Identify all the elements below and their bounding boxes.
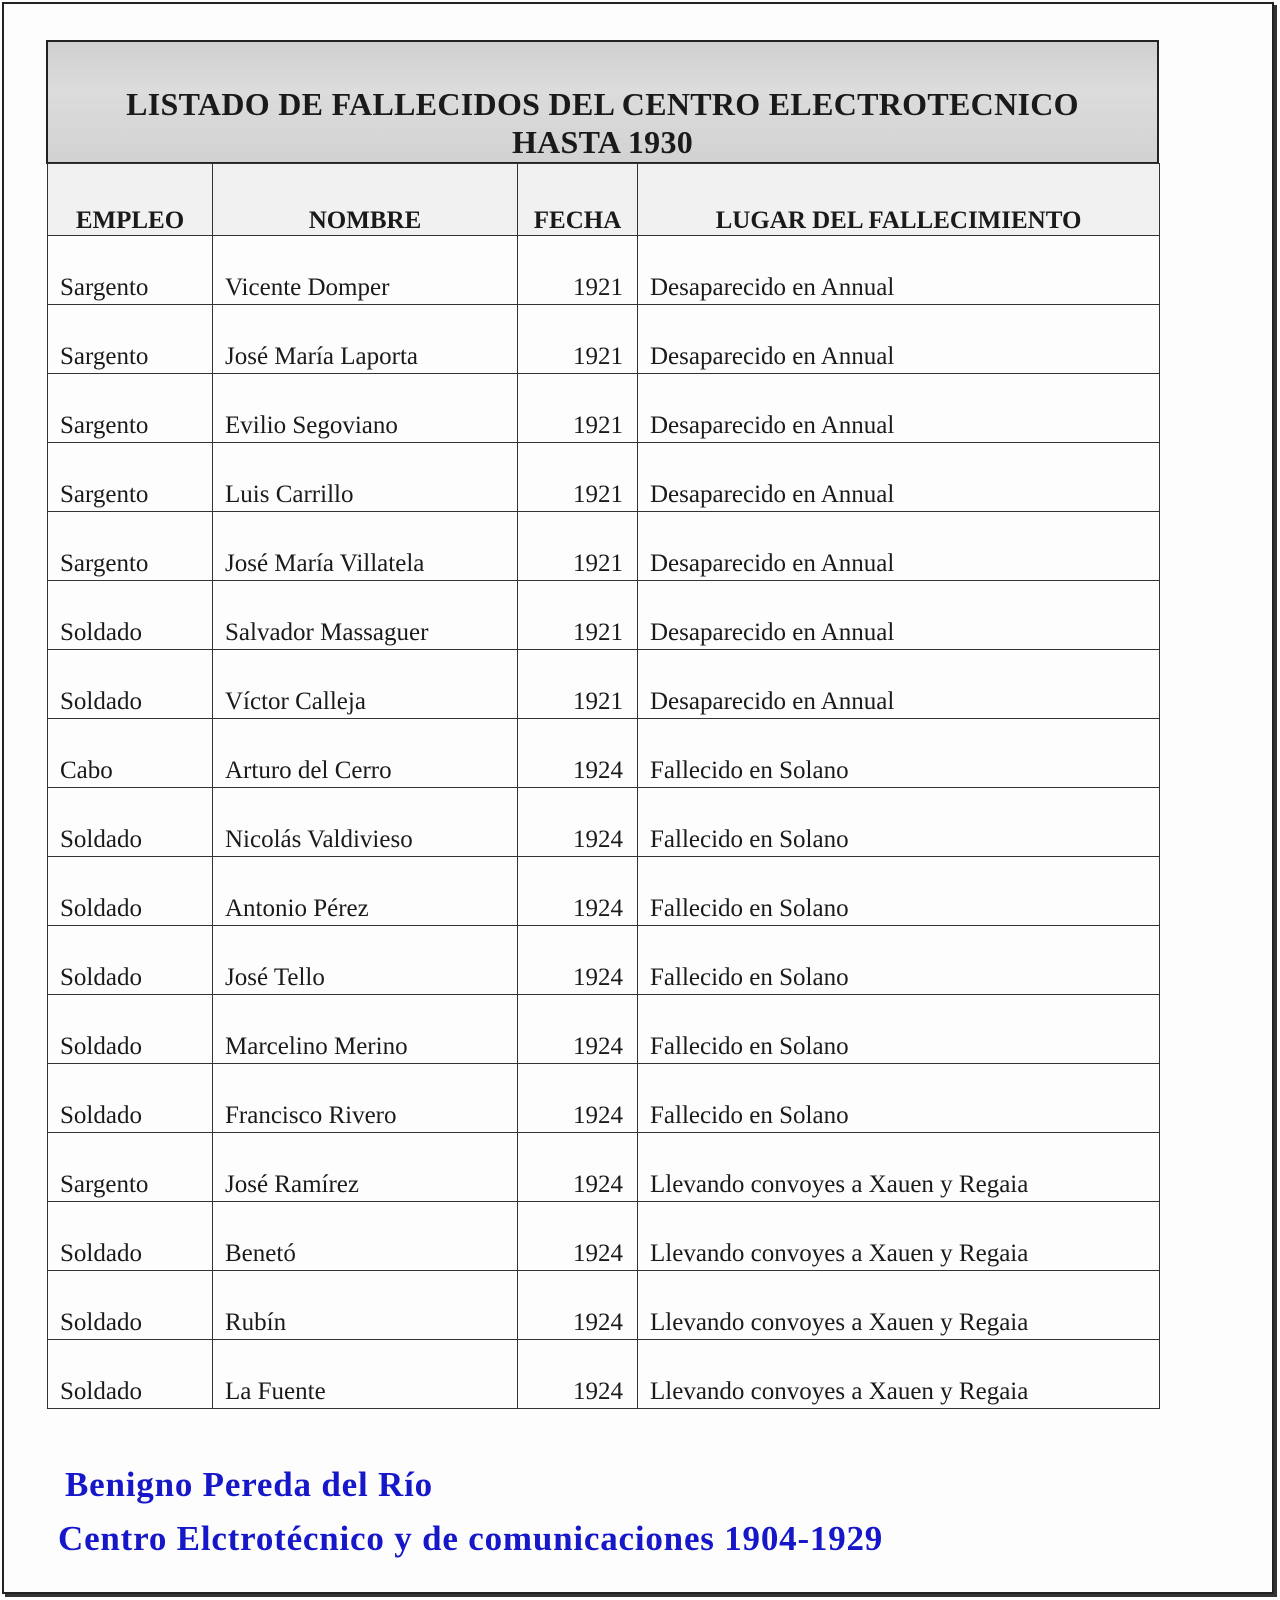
table-row: [48, 926, 1160, 995]
table-row: [48, 443, 1160, 512]
cell-nombre: José Tello: [213, 926, 518, 995]
table-row: [48, 788, 1160, 857]
cell-empleo: Soldado: [48, 650, 213, 719]
cell-nombre: La Fuente: [213, 1340, 518, 1409]
table-row: [48, 305, 1160, 374]
cell-lugar: Fallecido en Solano: [638, 719, 1160, 788]
cell-fecha: 1921: [518, 512, 638, 581]
cell-nombre: Víctor Calleja: [213, 650, 518, 719]
cell-empleo: Soldado: [48, 788, 213, 857]
cell-nombre: José María Laporta: [213, 305, 518, 374]
cell-lugar: Llevando convoyes a Xauen y Regaia: [638, 1133, 1160, 1202]
cell-fecha: 1924: [518, 1133, 638, 1202]
table-row: [48, 1202, 1160, 1271]
cell-fecha: 1924: [518, 1340, 638, 1409]
cell-nombre: Antonio Pérez: [213, 857, 518, 926]
cell-lugar: Llevando convoyes a Xauen y Regaia: [638, 1202, 1160, 1271]
cell-empleo: Sargento: [48, 443, 213, 512]
cell-empleo: Soldado: [48, 995, 213, 1064]
cell-lugar: Fallecido en Solano: [638, 995, 1160, 1064]
table-row: [48, 1340, 1160, 1409]
column-header-fecha: FECHA: [518, 164, 638, 236]
table-row: [48, 581, 1160, 650]
table-row: [48, 1133, 1160, 1202]
cell-lugar: Desaparecido en Annual: [638, 650, 1160, 719]
column-header-empleo: EMPLEO: [48, 164, 213, 236]
cell-empleo: Sargento: [48, 305, 213, 374]
cell-fecha: 1924: [518, 857, 638, 926]
table-row: [48, 512, 1160, 581]
cell-fecha: 1924: [518, 995, 638, 1064]
cell-fecha: 1921: [518, 236, 638, 305]
cell-lugar: Fallecido en Solano: [638, 788, 1160, 857]
author-credit: Benigno Pereda del Río: [65, 1465, 433, 1504]
table-row: [48, 236, 1160, 305]
cell-empleo: Sargento: [48, 1133, 213, 1202]
cell-fecha: 1921: [518, 374, 638, 443]
cell-nombre: José Ramírez: [213, 1133, 518, 1202]
cell-nombre: Francisco Rivero: [213, 1064, 518, 1133]
cell-lugar: Desaparecido en Annual: [638, 374, 1160, 443]
cell-fecha: 1921: [518, 581, 638, 650]
cell-nombre: Rubín: [213, 1271, 518, 1340]
cell-empleo: Soldado: [48, 926, 213, 995]
cell-lugar: Llevando convoyes a Xauen y Regaia: [638, 1271, 1160, 1340]
title-line-2: HASTA 1930: [511, 124, 694, 160]
cell-fecha: 1921: [518, 443, 638, 512]
cell-empleo: Soldado: [48, 1271, 213, 1340]
cell-lugar: Desaparecido en Annual: [638, 305, 1160, 374]
cell-nombre: Nicolás Valdivieso: [213, 788, 518, 857]
cell-nombre: José María Villatela: [213, 512, 518, 581]
cell-empleo: Sargento: [48, 236, 213, 305]
table-row: [48, 1064, 1160, 1133]
cell-fecha: 1921: [518, 650, 638, 719]
cell-empleo: Cabo: [48, 719, 213, 788]
cell-lugar: Desaparecido en Annual: [638, 443, 1160, 512]
cell-nombre: Arturo del Cerro: [213, 719, 518, 788]
cell-nombre: Marcelino Merino: [213, 995, 518, 1064]
cell-nombre: Vicente Domper: [213, 236, 518, 305]
table-row: [48, 995, 1160, 1064]
cell-empleo: Soldado: [48, 581, 213, 650]
cell-nombre: Salvador Massaguer: [213, 581, 518, 650]
cell-lugar: Fallecido en Solano: [638, 926, 1160, 995]
table-body: [48, 236, 1160, 1409]
table-header-row: [48, 164, 1160, 236]
column-header-nombre: NOMBRE: [213, 164, 518, 236]
cell-fecha: 1924: [518, 926, 638, 995]
title-box: [46, 40, 1159, 164]
cell-nombre: Luis Carrillo: [213, 443, 518, 512]
work-credit: Centro Elctrotécnico y de comunicaciones 1904-1929: [58, 1519, 884, 1558]
cell-empleo: Soldado: [48, 1202, 213, 1271]
deceased-table: [47, 163, 1160, 1409]
table-row: [48, 374, 1160, 443]
cell-empleo: Sargento: [48, 512, 213, 581]
cell-fecha: 1924: [518, 788, 638, 857]
cell-fecha: 1924: [518, 1064, 638, 1133]
column-header-lugar: LUGAR DEL FALLECIMIENTO: [638, 164, 1160, 236]
cell-empleo: Soldado: [48, 1340, 213, 1409]
cell-lugar: Fallecido en Solano: [638, 1064, 1160, 1133]
cell-lugar: Llevando convoyes a Xauen y Regaia: [638, 1340, 1160, 1409]
table-row: [48, 1271, 1160, 1340]
cell-lugar: Desaparecido en Annual: [638, 236, 1160, 305]
cell-fecha: 1924: [518, 1271, 638, 1340]
cell-nombre: Evilio Segoviano: [213, 374, 518, 443]
cell-fecha: 1924: [518, 719, 638, 788]
cell-lugar: Desaparecido en Annual: [638, 581, 1160, 650]
table-row: [48, 857, 1160, 926]
cell-lugar: Desaparecido en Annual: [638, 512, 1160, 581]
cell-empleo: Soldado: [48, 857, 213, 926]
cell-empleo: Sargento: [48, 374, 213, 443]
cell-nombre: Benetó: [213, 1202, 518, 1271]
title-line-1: LISTADO DE FALLECIDOS DEL CENTRO ELECTROTECNICO: [126, 86, 1079, 122]
cell-fecha: 1921: [518, 305, 638, 374]
table-row: [48, 650, 1160, 719]
cell-empleo: Soldado: [48, 1064, 213, 1133]
table-row: [48, 719, 1160, 788]
cell-lugar: Fallecido en Solano: [638, 857, 1160, 926]
cell-fecha: 1924: [518, 1202, 638, 1271]
